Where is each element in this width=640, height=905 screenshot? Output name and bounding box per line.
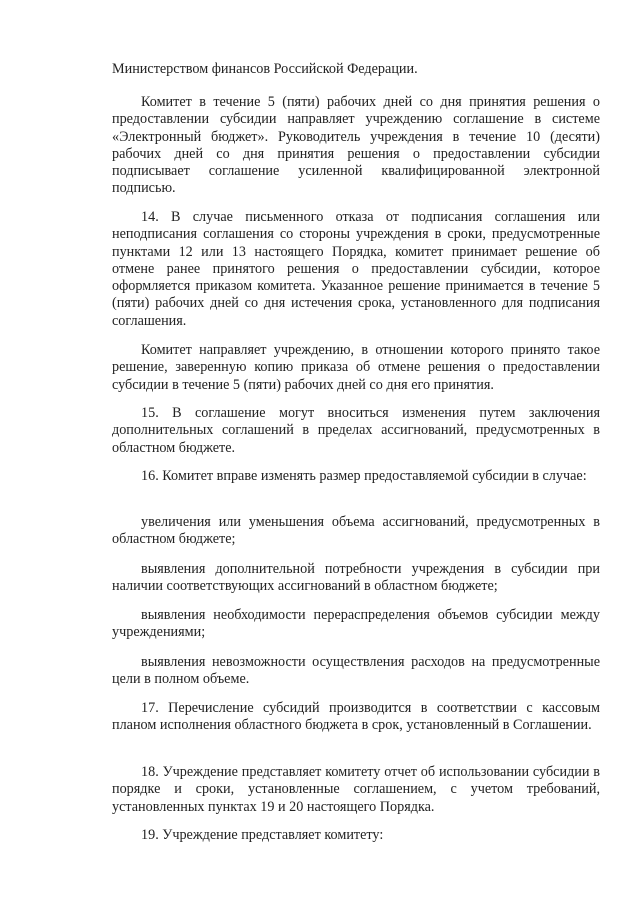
paragraph-committee-sends: Комитет направляет учреждению, в отношении которого принято такое решение, заверенную копию приказа об отмене решения о предоставлении субсидии в течение 5 (пяти) рабочих дней со дня его принятия. bbox=[112, 342, 600, 393]
paragraph-item-14: 14. В случае письменного отказа от подписания соглашения или неподписания соглашения со стороны учреждения в сроки, предусмотренные пунктами 12 или 13 настоящего Порядка, комитет принимает решение об отмене ранее принятого решения о предоставлении субсидии, которое оформляется приказом комитета. Указанное решение принимается в течение 5 (пяти) рабочих дней со дня истечения срока, установленного для подписания соглашения. bbox=[112, 209, 600, 329]
paragraph-item-18: 18. Учреждение представляет комитету отчет об использовании субсидии в порядке и сроки, установленные соглашением, с учетом требований, установленных пунктах 19 и 20 настоящего Порядка. bbox=[112, 764, 600, 815]
list-item-impossibility: выявления невозможности осуществления расходов на предусмотренные цели в полном объеме. bbox=[112, 654, 600, 688]
paragraph-item-17: 17. Перечисление субсидий производится в соответствии с кассовым планом исполнения областного бюджета в срок, установленный в Соглашении. bbox=[112, 700, 600, 734]
paragraph-item-19: 19. Учреждение представляет комитету: bbox=[141, 827, 384, 843]
list-item-additional-need: выявления дополнительной потребности учреждения в субсидии при наличии соответствующих ассигнований в областном бюджете; bbox=[112, 561, 600, 595]
paragraph-item-16: 16. Комитет вправе изменять размер предоставляемой субсидии в случае: bbox=[141, 468, 587, 484]
paragraph-intro: Министерством финансов Российской Федерации. bbox=[112, 61, 418, 77]
paragraph-item-15: 15. В соглашение могут вноситься изменения путем заключения дополнительных соглашений в пределах ассигнований, предусмотренных в областном бюджете. bbox=[112, 405, 600, 456]
list-item-budget-change: увеличения или уменьшения объема ассигнований, предусмотренных в областном бюджете; bbox=[112, 514, 600, 548]
list-item-redistribution: выявления необходимости перераспределения объемов субсидии между учреждениями; bbox=[112, 607, 600, 641]
paragraph-agreement-signing: Комитет в течение 5 (пяти) рабочих дней со дня принятия решения о предоставлении субсидии направляет учреждению соглашение в системе «Электронный бюджет». Руководитель учреждения в течение 10 (десяти) рабочих дней со дня принятия решения о предоставлении субсидии подписывает соглашение усиленной квалифицированной электронной подписью. bbox=[112, 94, 600, 197]
